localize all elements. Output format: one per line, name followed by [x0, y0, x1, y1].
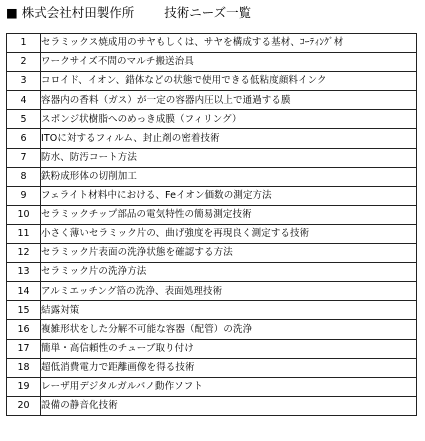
row-number: 20 [7, 396, 41, 415]
table-row [7, 339, 417, 358]
table-row [7, 110, 417, 129]
table-row [7, 320, 417, 339]
table-row [7, 34, 417, 53]
table-row [7, 224, 417, 243]
row-description: セラミック片表面の洗浄状態を確認する方法 [41, 244, 417, 263]
needs-table [6, 33, 417, 416]
row-number: 12 [7, 244, 41, 263]
row-description: レーザ用デジタルガルバノ動作ソフト [41, 377, 417, 396]
row-description: 簡単・高信頼性のチューブ取り付け [41, 339, 417, 358]
row-number: 7 [7, 148, 41, 167]
table-row [7, 91, 417, 110]
table-row [7, 129, 417, 148]
row-description: 結露対策 [41, 301, 417, 320]
row-description: セラミック片の洗浄方法 [41, 263, 417, 282]
row-number: 1 [7, 34, 41, 53]
row-number: 19 [7, 377, 41, 396]
row-number: 10 [7, 205, 41, 224]
table-row [7, 263, 417, 282]
row-number: 2 [7, 53, 41, 72]
row-description: ワークサイズ不問のマルチ搬送治具 [41, 53, 417, 72]
table-row [7, 53, 417, 72]
row-number: 5 [7, 110, 41, 129]
table-row [7, 377, 417, 396]
row-description: 設備の静音化技術 [41, 396, 417, 415]
row-description: アルミエッチング箔の洗浄、表面処理技術 [41, 282, 417, 301]
row-number: 17 [7, 339, 41, 358]
row-description: 容器内の香料（ガス）が一定の容器内圧以上で通過する膜 [41, 91, 417, 110]
table-row [7, 186, 417, 205]
row-number: 11 [7, 224, 41, 243]
row-description: セラミックス焼成用のサヤもしくは、サヤを構成する基材、ｺｰﾃｨﾝｸﾞ材 [41, 34, 417, 53]
table-row [7, 358, 417, 377]
row-description: 小さく薄いセラミック片の、曲げ強度を再現良く測定する技術 [41, 224, 417, 243]
row-number: 9 [7, 186, 41, 205]
table-row [7, 396, 417, 415]
company-name: ■ 株式会社村田製作所 [6, 4, 135, 20]
table-row [7, 244, 417, 263]
table-row [7, 72, 417, 91]
table-row [7, 282, 417, 301]
row-number: 15 [7, 301, 41, 320]
row-number: 13 [7, 263, 41, 282]
row-description: 鉄粉成形体の切削加工 [41, 167, 417, 186]
table-row [7, 148, 417, 167]
table-row [7, 301, 417, 320]
row-number: 16 [7, 320, 41, 339]
row-number: 6 [7, 129, 41, 148]
row-number: 3 [7, 72, 41, 91]
row-number: 4 [7, 91, 41, 110]
table-row [7, 167, 417, 186]
row-description: スポンジ状樹脂へのめっき成膜（フィリング） [41, 110, 417, 129]
row-description: 防水、防汚コート方法 [41, 148, 417, 167]
row-description: セラミックチップ部品の電気特性の簡易測定技術 [41, 205, 417, 224]
row-number: 8 [7, 167, 41, 186]
row-number: 18 [7, 358, 41, 377]
document-heading [6, 2, 251, 24]
row-number: 14 [7, 282, 41, 301]
page-title: 技術ニーズ一覧 [164, 4, 252, 20]
table-row [7, 205, 417, 224]
row-description: コロイド、イオン、錯体などの状態で使用できる低粘度顔料インク [41, 72, 417, 91]
row-description: フェライト材料中における、Feイオン価数の測定方法 [41, 186, 417, 205]
needs-table-body [7, 34, 417, 416]
row-description: 複雑形状をした分解不可能な容器（配管）の洗浄 [41, 320, 417, 339]
row-description: ITOに対するフィルム、封止剤の密着技術 [41, 129, 417, 148]
row-description: 超低消費電力で距離画像を得る技術 [41, 358, 417, 377]
